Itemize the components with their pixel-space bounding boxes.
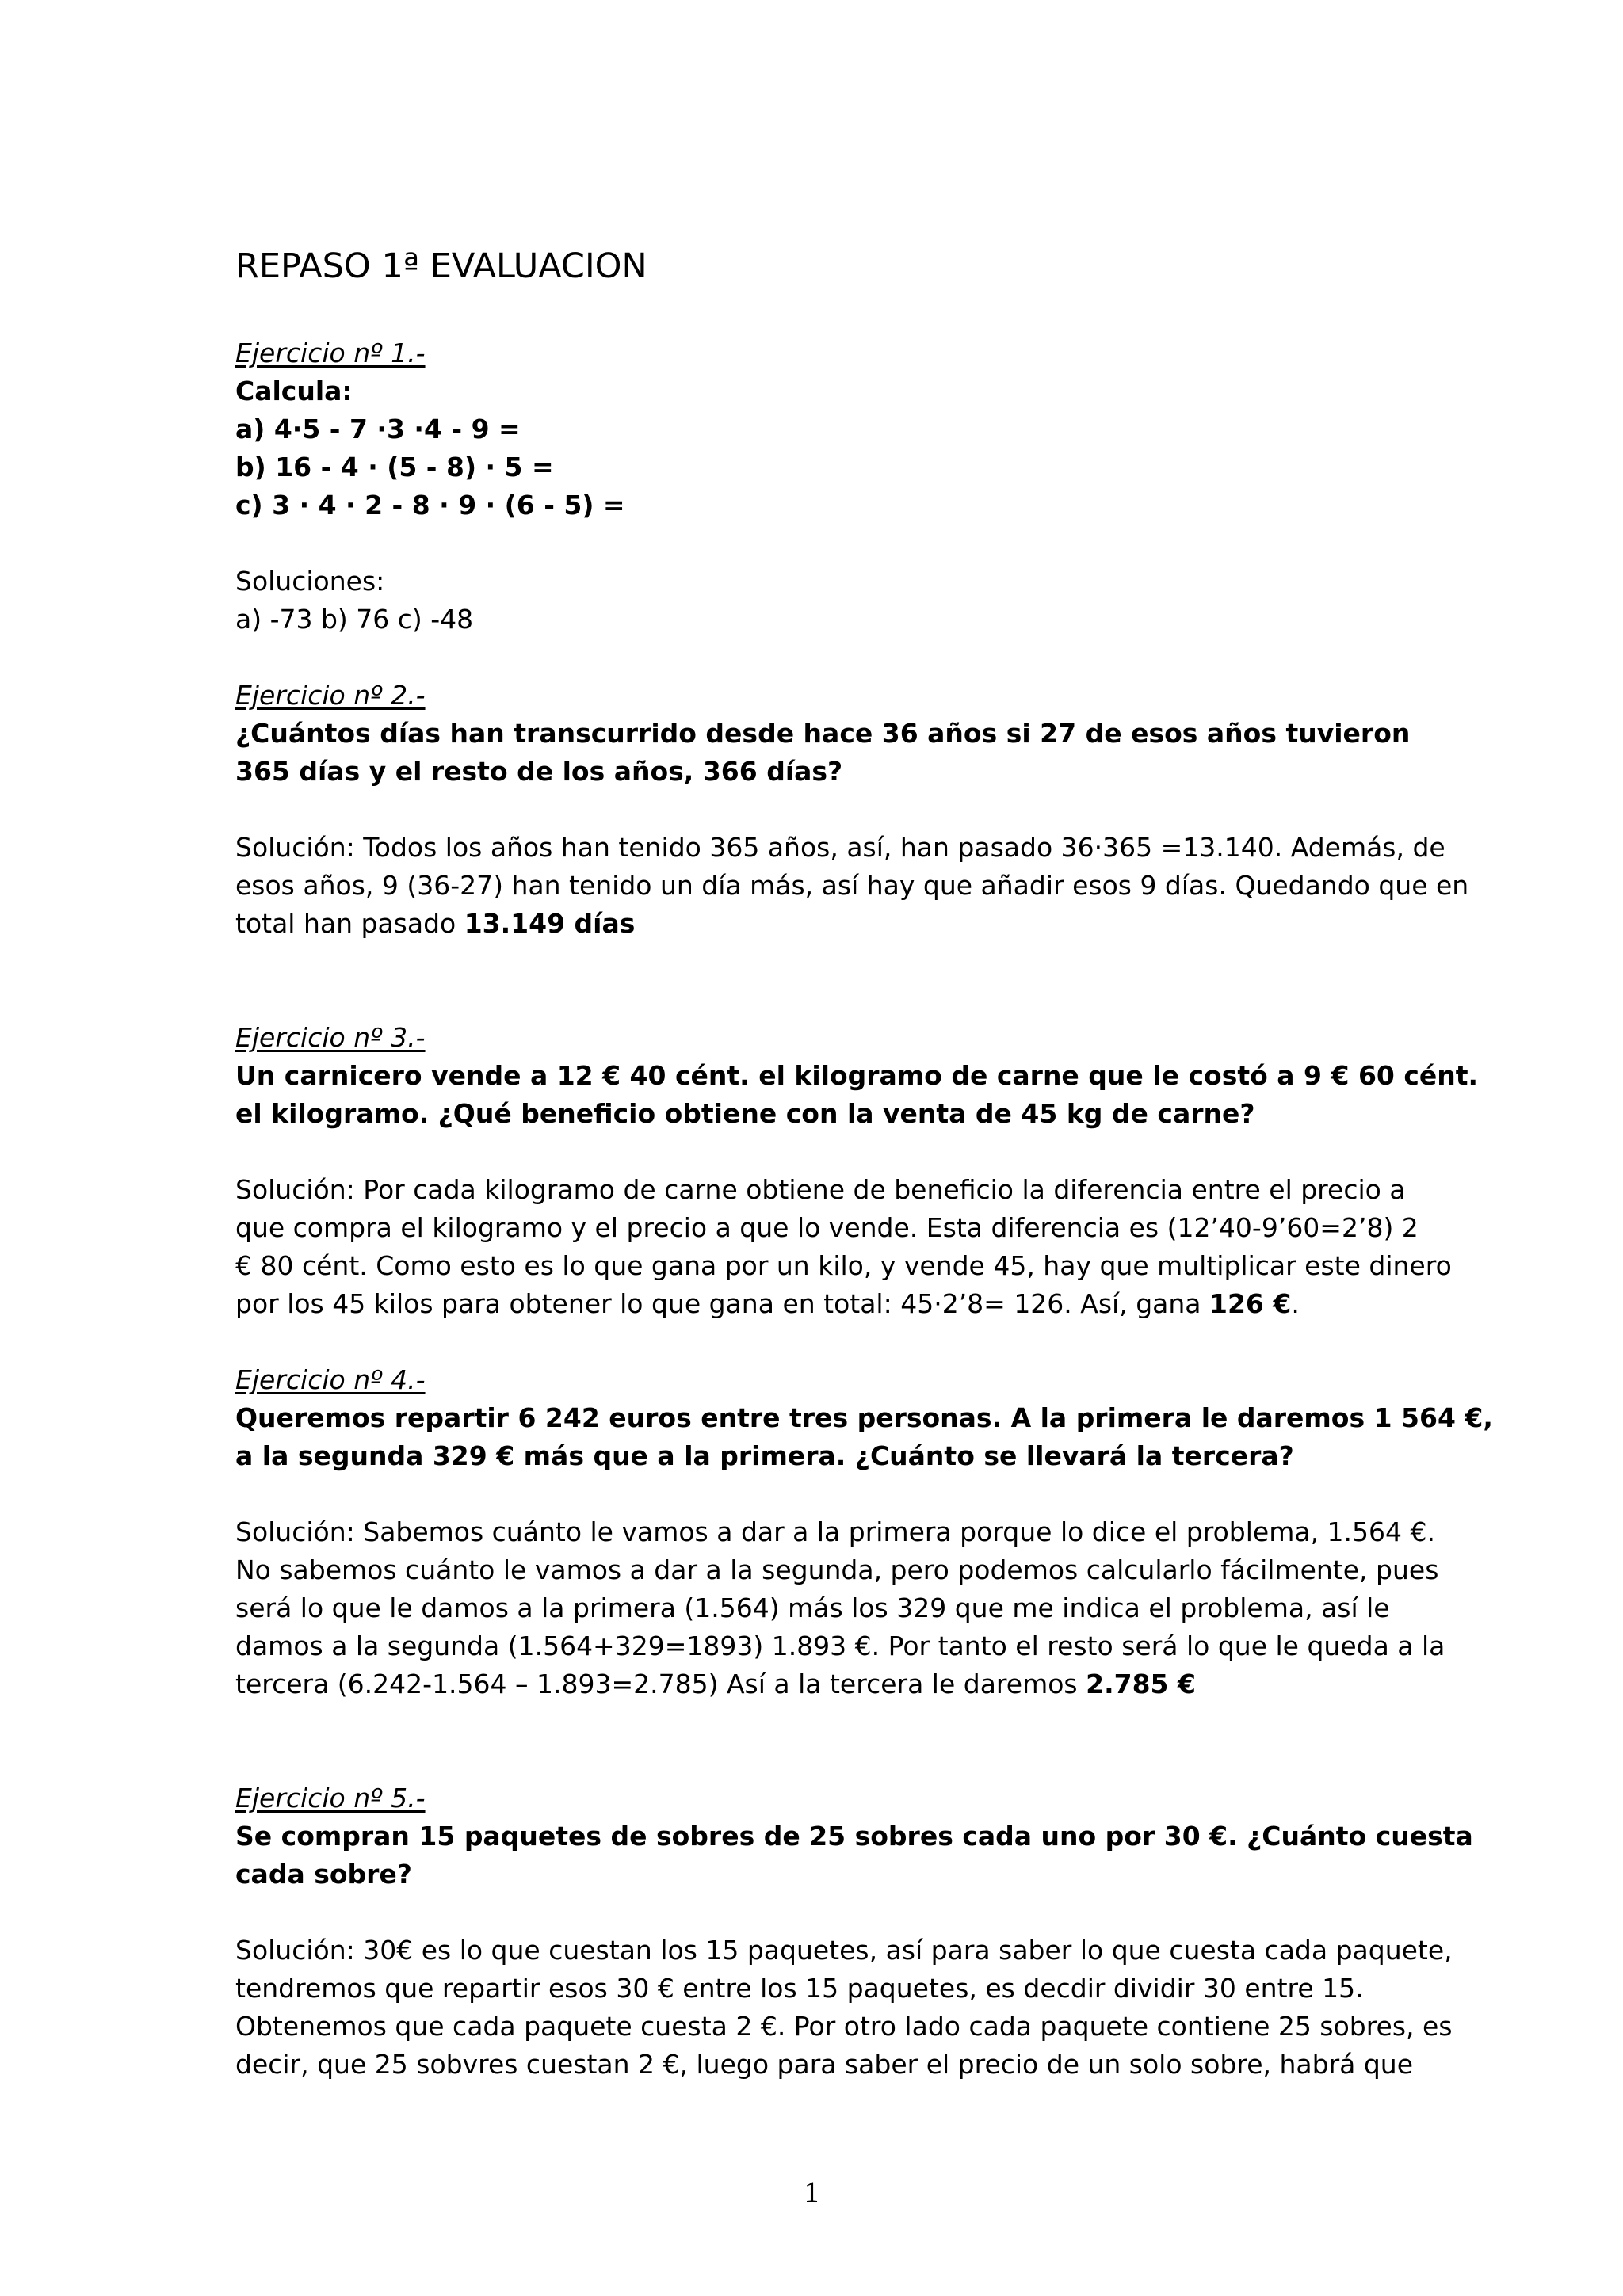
solution-text: tercera (6.242-1.564 – 1.893=2.785) Así a la tercera le daremos bbox=[235, 1669, 1086, 1699]
exercise-1 bbox=[235, 334, 1400, 639]
spacer bbox=[235, 1703, 1400, 1779]
exercise-3 bbox=[235, 1019, 1479, 1323]
exercise-1-statement-line: Calcula: bbox=[235, 376, 353, 406]
exercise-1-heading: Ejercicio nº 1.- bbox=[235, 338, 426, 368]
exercise-5-statement-line: cada sobre? bbox=[235, 1859, 412, 1890]
exercise-5-heading: Ejercicio nº 5.- bbox=[235, 1783, 426, 1814]
exercise-1-solution-label: Soluciones: bbox=[235, 566, 385, 597]
exercise-2-solution-line: Solución: Todos los años han tenido 365 años, así, han pasado 36·365 =13.140. Además, de bbox=[235, 832, 1445, 863]
exercise-4-statement-line: Queremos repartir 6 242 euros entre tres personas. A la primera le daremos 1 564 €, bbox=[235, 1402, 1493, 1433]
spacer bbox=[235, 524, 1400, 563]
spacer bbox=[235, 791, 1400, 829]
exercise-4-statement-line: a la segunda 329 € más que a la primera. ¿Cuánto se llevará la tercera? bbox=[235, 1440, 1294, 1471]
exercise-3-statement-line: Un carnicero vende a 12 € 40 cént. el kilogramo de carne que le costó a 9 € 60 cént. bbox=[235, 1060, 1479, 1091]
exercise-1-solution-values: a) -73 b) 76 c) -48 bbox=[235, 604, 474, 635]
page-number: 1 bbox=[804, 2176, 819, 2209]
exercise-3-solution-line bbox=[235, 1285, 1400, 1323]
spacer bbox=[235, 1475, 1400, 1513]
exercise-1-statement-line: c) 3 · 4 · 2 - 8 · 9 · (6 - 5) = bbox=[235, 490, 625, 521]
spacer bbox=[235, 1323, 1400, 1361]
spacer bbox=[235, 943, 1400, 1019]
exercise-2-statement-line: ¿Cuántos días han transcurrido desde hace 36 años si 27 de esos años tuvieron bbox=[235, 718, 1411, 749]
exercise-3-heading: Ejercicio nº 3.- bbox=[235, 1022, 426, 1053]
solution-text: . bbox=[1291, 1288, 1300, 1319]
exercise-3-solution-line: Solución: Por cada kilogramo de carne obtiene de beneficio la diferencia entre el precio a bbox=[235, 1174, 1406, 1205]
exercise-5-statement-line: Se compran 15 paquetes de sobres de 25 sobres cada uno por 30 €. ¿Cuánto cuesta bbox=[235, 1821, 1473, 1852]
exercise-3-solution-line: € 80 cént. Como esto es lo que gana por un kilo, y vende 45, hay que multiplicar este dinero bbox=[235, 1250, 1452, 1281]
exercise-2-solution-line bbox=[235, 905, 1400, 943]
exercise-2-heading: Ejercicio nº 2.- bbox=[235, 680, 426, 711]
solution-result: 126 € bbox=[1209, 1288, 1292, 1319]
exercise-5 bbox=[235, 1779, 1473, 2084]
page-content bbox=[235, 244, 1493, 2084]
exercise-4-solution-line: Solución: Sabemos cuánto le vamos a dar a la primera porque lo dice el problema, 1.564 €. bbox=[235, 1516, 1436, 1547]
exercise-3-solution-line: que compra el kilogramo y el precio a que lo vende. Esta diferencia es (12’40-9’60=2’8) 2 bbox=[235, 1212, 1419, 1243]
document-title: REPASO 1ª EVALUACION bbox=[235, 246, 647, 286]
exercise-5-solution-line: Solución: 30€ es lo que cuestan los 15 paquetes, así para saber lo que cuesta cada paquete, bbox=[235, 1935, 1453, 1966]
exercise-4-heading: Ejercicio nº 4.- bbox=[235, 1364, 426, 1395]
exercise-5-solution-line: decir, que 25 sobvres cuestan 2 €, luego para saber el precio de un solo sobre, habrá que bbox=[235, 2049, 1414, 2080]
exercise-2 bbox=[235, 677, 1469, 943]
solution-text: total han pasado bbox=[235, 908, 464, 939]
solution-result: 13.149 días bbox=[464, 908, 636, 939]
solution-result: 2.785 € bbox=[1086, 1669, 1196, 1699]
solution-text: por los 45 kilos para obtener lo que gana en total: 45·2’8= 126. Así, gana bbox=[235, 1288, 1209, 1319]
exercise-4-solution-line: No sabemos cuánto le vamos a dar a la segunda, pero podemos calcularlo fácilmente, pues bbox=[235, 1554, 1439, 1585]
exercise-5-solution-line: Obtenemos que cada paquete cuesta 2 €. Por otro lado cada paquete contiene 25 sobres, es bbox=[235, 2011, 1453, 2042]
exercise-2-statement-line: 365 días y el resto de los años, 366 días? bbox=[235, 756, 843, 787]
exercise-4-solution-line: damos a la segunda (1.564+329=1893) 1.893 €. Por tanto el resto será lo que le queda a la bbox=[235, 1630, 1445, 1661]
exercise-1-statement-line: b) 16 - 4 · (5 - 8) · 5 = bbox=[235, 452, 554, 482]
exercise-4-solution-line bbox=[235, 1665, 1400, 1703]
spacer bbox=[235, 1894, 1400, 1932]
exercise-5-solution-line: tendremos que repartir esos 30 € entre los 15 paquetes, es decdir dividir 30 entre 15. bbox=[235, 1973, 1364, 2004]
exercise-4 bbox=[235, 1361, 1493, 1703]
exercise-2-solution-line: esos años, 9 (36-27) han tenido un día más, así hay que añadir esos 9 días. Quedando que en bbox=[235, 870, 1469, 901]
exercise-3-statement-line: el kilogramo. ¿Qué beneficio obtiene con la venta de 45 kg de carne? bbox=[235, 1098, 1255, 1129]
exercise-1-statement-line: a) 4·5 - 7 ·3 ·4 - 9 = bbox=[235, 414, 521, 444]
spacer bbox=[235, 1133, 1400, 1171]
exercise-4-solution-line: será lo que le damos a la primera (1.564) más los 329 que me indica el problema, así le bbox=[235, 1592, 1390, 1623]
spacer bbox=[235, 639, 1400, 677]
